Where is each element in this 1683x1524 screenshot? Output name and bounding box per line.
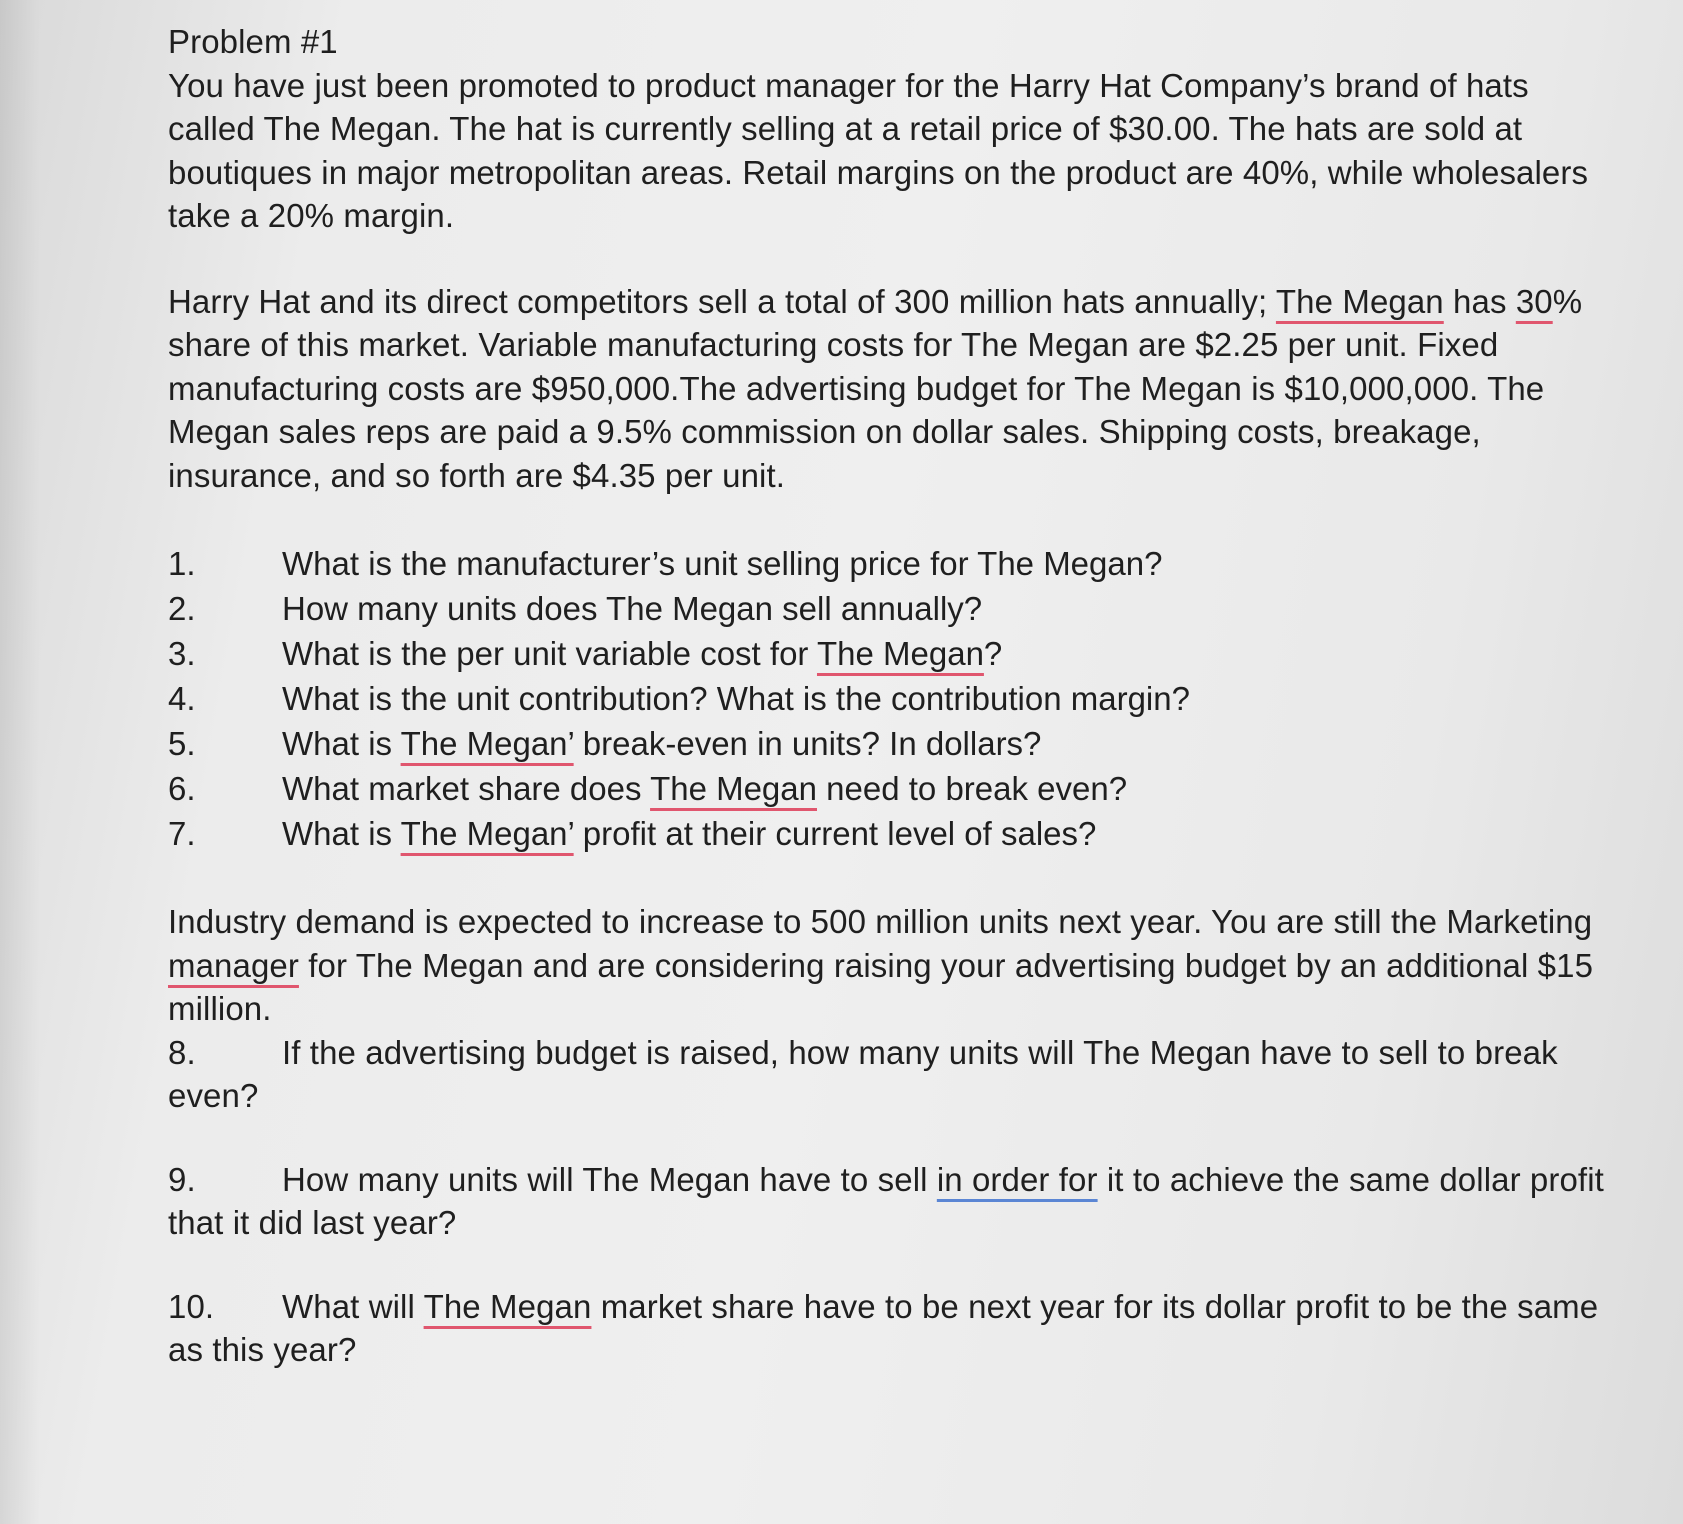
spacer [168,1245,1608,1285]
intro-p2-text-a: Harry Hat and its direct competitors sell a total of 300 million hats annually; [168,282,1276,320]
question-text-b: profit at their current level of sales? [573,815,1097,852]
question-item-1 [168,541,1608,586]
question-number: 6. [168,770,196,807]
intro-paragraph-2 [168,280,1608,498]
spacer [168,238,1608,280]
question-text: How many units does The Megan sell annually? [282,590,983,627]
question-text [282,631,1002,676]
question-text: What is the unit contribution? What is the contribution margin? [282,680,1190,717]
question-number: 7. [168,815,196,852]
problem-title: Problem #1 [168,23,338,60]
question-text-b: market share have to be next year for its dollar profit to be the same as this year? [168,1287,1599,1368]
document-page [168,20,1608,1372]
question-number: 10. [168,1287,215,1325]
industry-text-a: Industry demand is expected to increase to 500 million units next year. You are still the Marketing [168,903,1593,940]
question-number: 1. [168,545,196,582]
question-number: 4. [168,680,196,717]
question-text [282,811,1096,856]
spacer [168,497,1608,541]
question-number: 8. [168,1033,196,1071]
question-text-b: ? [983,635,1003,672]
question-text-b: it to achieve the same dollar profit that it did last year? [168,1160,1604,1241]
question-text-b: break-even in units? In dollars? [573,725,1042,762]
spellcheck-underline: The Megan [816,635,984,672]
question-text-a: What is [282,815,401,852]
question-item-2 [168,586,1608,631]
question-item-8 [168,1031,1608,1118]
question-item-7 [168,811,1608,856]
question-number: 5. [168,725,196,762]
question-list [168,541,1608,856]
question-number: 9. [168,1160,196,1198]
question-text [282,766,1127,811]
spellcheck-underline: The Megan [1275,282,1444,320]
question-text: If the advertising budget is raised, how many units will The Megan have to sell to break even? [168,1033,1558,1114]
spellcheck-underline: manager [168,946,299,984]
question-text-a: What market share does [282,770,651,807]
question-number: 2. [168,590,196,627]
spacer [168,1118,1608,1158]
question-text-a: How many units will The Megan have to sell [282,1160,937,1198]
question-text-a: What will [282,1287,424,1325]
page-edge-shadow [0,0,40,1524]
spellcheck-underline: The Megan’ [400,815,574,852]
question-item-9 [168,1158,1608,1245]
question-item-10 [168,1285,1608,1372]
question-item-5 [168,721,1608,766]
question-number: 3. [168,635,196,672]
question-text-a: What is [282,725,401,762]
spellcheck-underline: 30 [1515,282,1553,320]
question-text: What is the manufacturer’s unit selling price for The Megan? [282,545,1163,582]
spellcheck-underline: The Megan [650,770,817,807]
spellcheck-underline: The Megan’ [400,725,574,762]
industry-text-b: for The Megan and are considering raising your advertising budget by an additional $15 million. [168,946,1594,1027]
question-text-b: need to break even? [817,770,1128,807]
intro-p2-text-e: % share of this market. Variable manufacturing costs for The Megan are $2.25 per unit. Fixed manufacturing costs are $950,000.The advertising budget for The Megan is $10,000,000. The Megan sales reps are paid a 9.5% commission on dollar sales. Shipping costs, breakage, insurance, and so forth are $4.35 per unit. [168,282,1583,494]
spellcheck-underline: The Megan [423,1287,592,1325]
question-item-3 [168,631,1608,676]
question-item-4 [168,676,1608,721]
intro-p2-text-c: has [1443,282,1516,320]
spacer [168,856,1608,900]
question-text [282,721,1041,766]
question-text-a: What is the per unit variable cost for [282,635,817,672]
question-item-6 [168,766,1608,811]
intro-paragraph-1: You have just been promoted to product manager for the Harry Hat Company’s brand of hats called The Megan. The hat is currently selling at a retail price of $30.00. The hats are sold at boutiques in major metropolitan areas. Retail margins on the product are 40%, while wholesalers take a 20% margin. [168,66,1589,234]
industry-paragraph [168,900,1608,1031]
grammar-underline: in order for [936,1160,1098,1198]
